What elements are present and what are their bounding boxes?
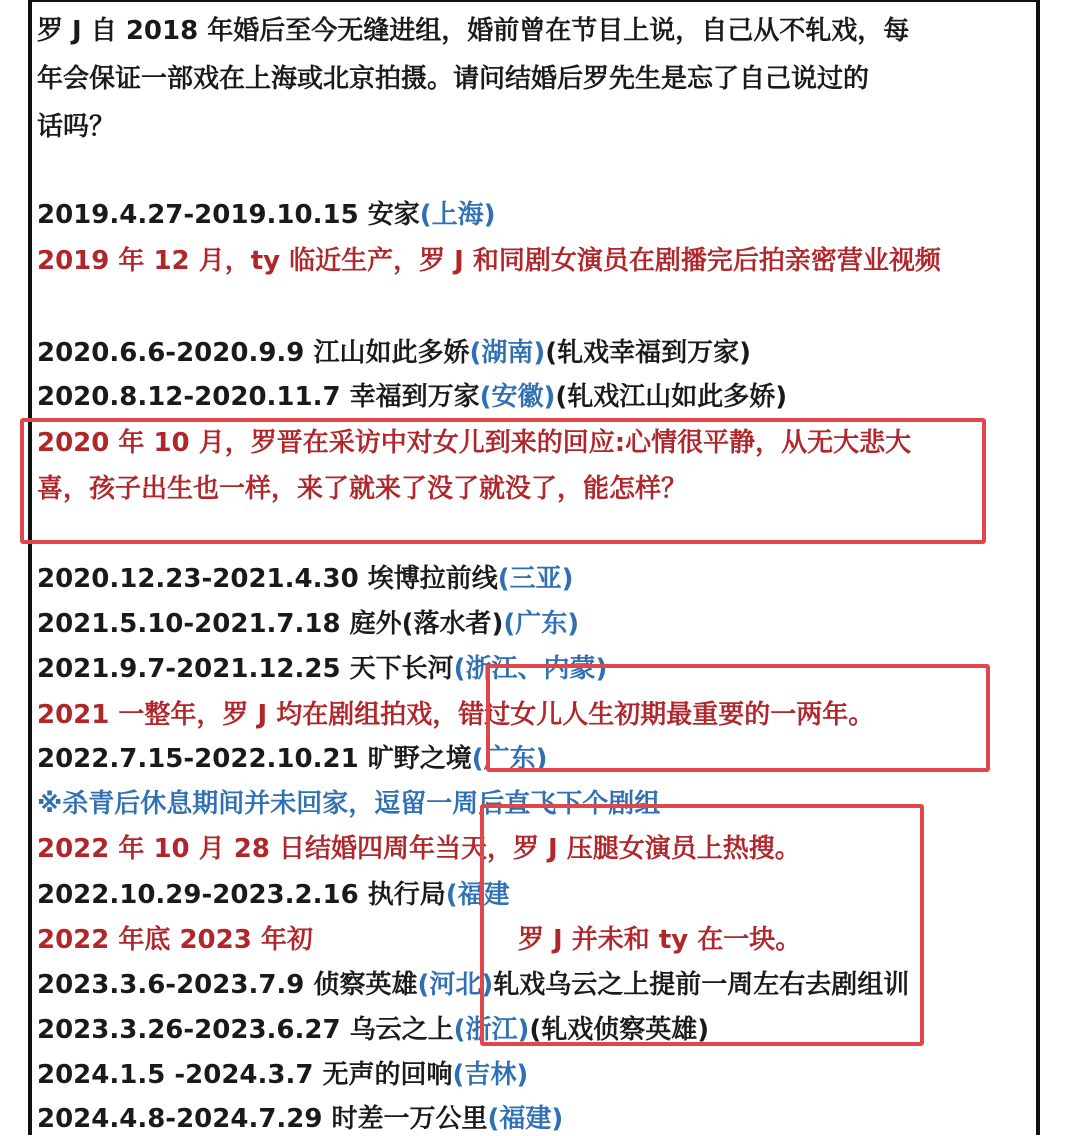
location: (浙江、内蒙) [453,654,608,684]
location: (广东) [471,744,548,774]
highlight-box-interview [20,418,986,544]
location: (福建) [487,1104,564,1134]
entry-zhencha: 2023.3.6-2023.7.9 侦察英雄(河北)轧戏乌云之上提前一周左右去剧组训 [37,970,910,1000]
entry-wuyun: 2023.3.26-2023.6.27 乌云之上(浙江)(轧戏侦察英雄) [37,1015,710,1045]
note-2022-end: 2022 年底 2023 年初 [37,925,313,955]
entry-xingfu: 2020.8.12-2020.11.7 幸福到万家(安徽)(轧戏江山如此多娇) [37,382,788,412]
entry-tianxia: 2021.9.7-2021.12.25 天下长河(浙江、内蒙) [37,654,608,684]
note-2021: 2021 一整年，罗 J 均在剧组拍戏，错过女儿人生初期最重要的一两年。 [37,700,875,730]
entry-anjia: 2019.4.27-2019.10.15 安家(上海) [37,200,496,230]
location: (吉林) [452,1060,529,1090]
intro-line-3: 话吗？ [37,112,116,142]
entry-kuangye: 2022.7.15-2022.10.21 旷野之境(广东) [37,744,548,774]
intro-line-2: 年会保证一部戏在上海或北京拍摄。请问结婚后罗先生是忘了自己说过的 [37,64,870,94]
note-anniversary: 2022 年 10 月 28 日结婚四周年当天，罗 J 压腿女演员上热搜。 [37,834,801,864]
entry-shicha: 2024.4.8-2024.7.29 时差一万公里(福建) [37,1104,564,1134]
note-not-together: 罗 J 并未和 ty 在一块。 [518,925,802,955]
entry-wusheng: 2024.1.5 -2024.3.7 无声的回响(吉林) [37,1060,529,1090]
location: (上海) [419,200,496,230]
location: (河北) [417,970,494,1000]
entry-ebola: 2020.12.23-2021.4.30 埃博拉前线(三亚) [37,564,574,594]
note-2020-10-b: 喜，孩子出生也一样，来了就来了没了就没了，能怎样？ [37,474,688,504]
highlight-box-not-together [480,804,924,1046]
location: (三亚) [497,564,574,594]
location: (湖南) [469,338,546,368]
location: (广东) [503,609,580,639]
location: (浙江) [453,1015,530,1045]
entry-zhixingju: 2022.10.29-2023.2.16 执行局(福建 [37,880,510,910]
note-2019-12: 2019 年 12 月，ty 临近生产，罗 J 和同剧女演员在剧播完后拍亲密营业视频 [37,246,941,276]
location: (福建 [445,880,510,910]
location: (安徽) [479,382,556,412]
entry-jiangshan: 2020.6.6-2020.9.9 江山如此多娇(湖南)(轧戏幸福到万家) [37,338,752,368]
note-after-wrap: ※杀青后休息期间并未回家，逗留一周后直飞下个剧组 [37,789,661,819]
note-2020-10-a: 2020 年 10 月，罗晋在采访中对女儿到来的回应:心情很平静，从无大悲大 [37,428,912,458]
intro-line-1: 罗 J 自 2018 年婚后至今无缝进组，婚前曾在节目上说，自己从不轧戏，每 [37,16,910,46]
entry-tingwai: 2021.5.10-2021.7.18 庭外(落水者)(广东) [37,609,580,639]
highlight-box-missed-years [486,664,990,772]
